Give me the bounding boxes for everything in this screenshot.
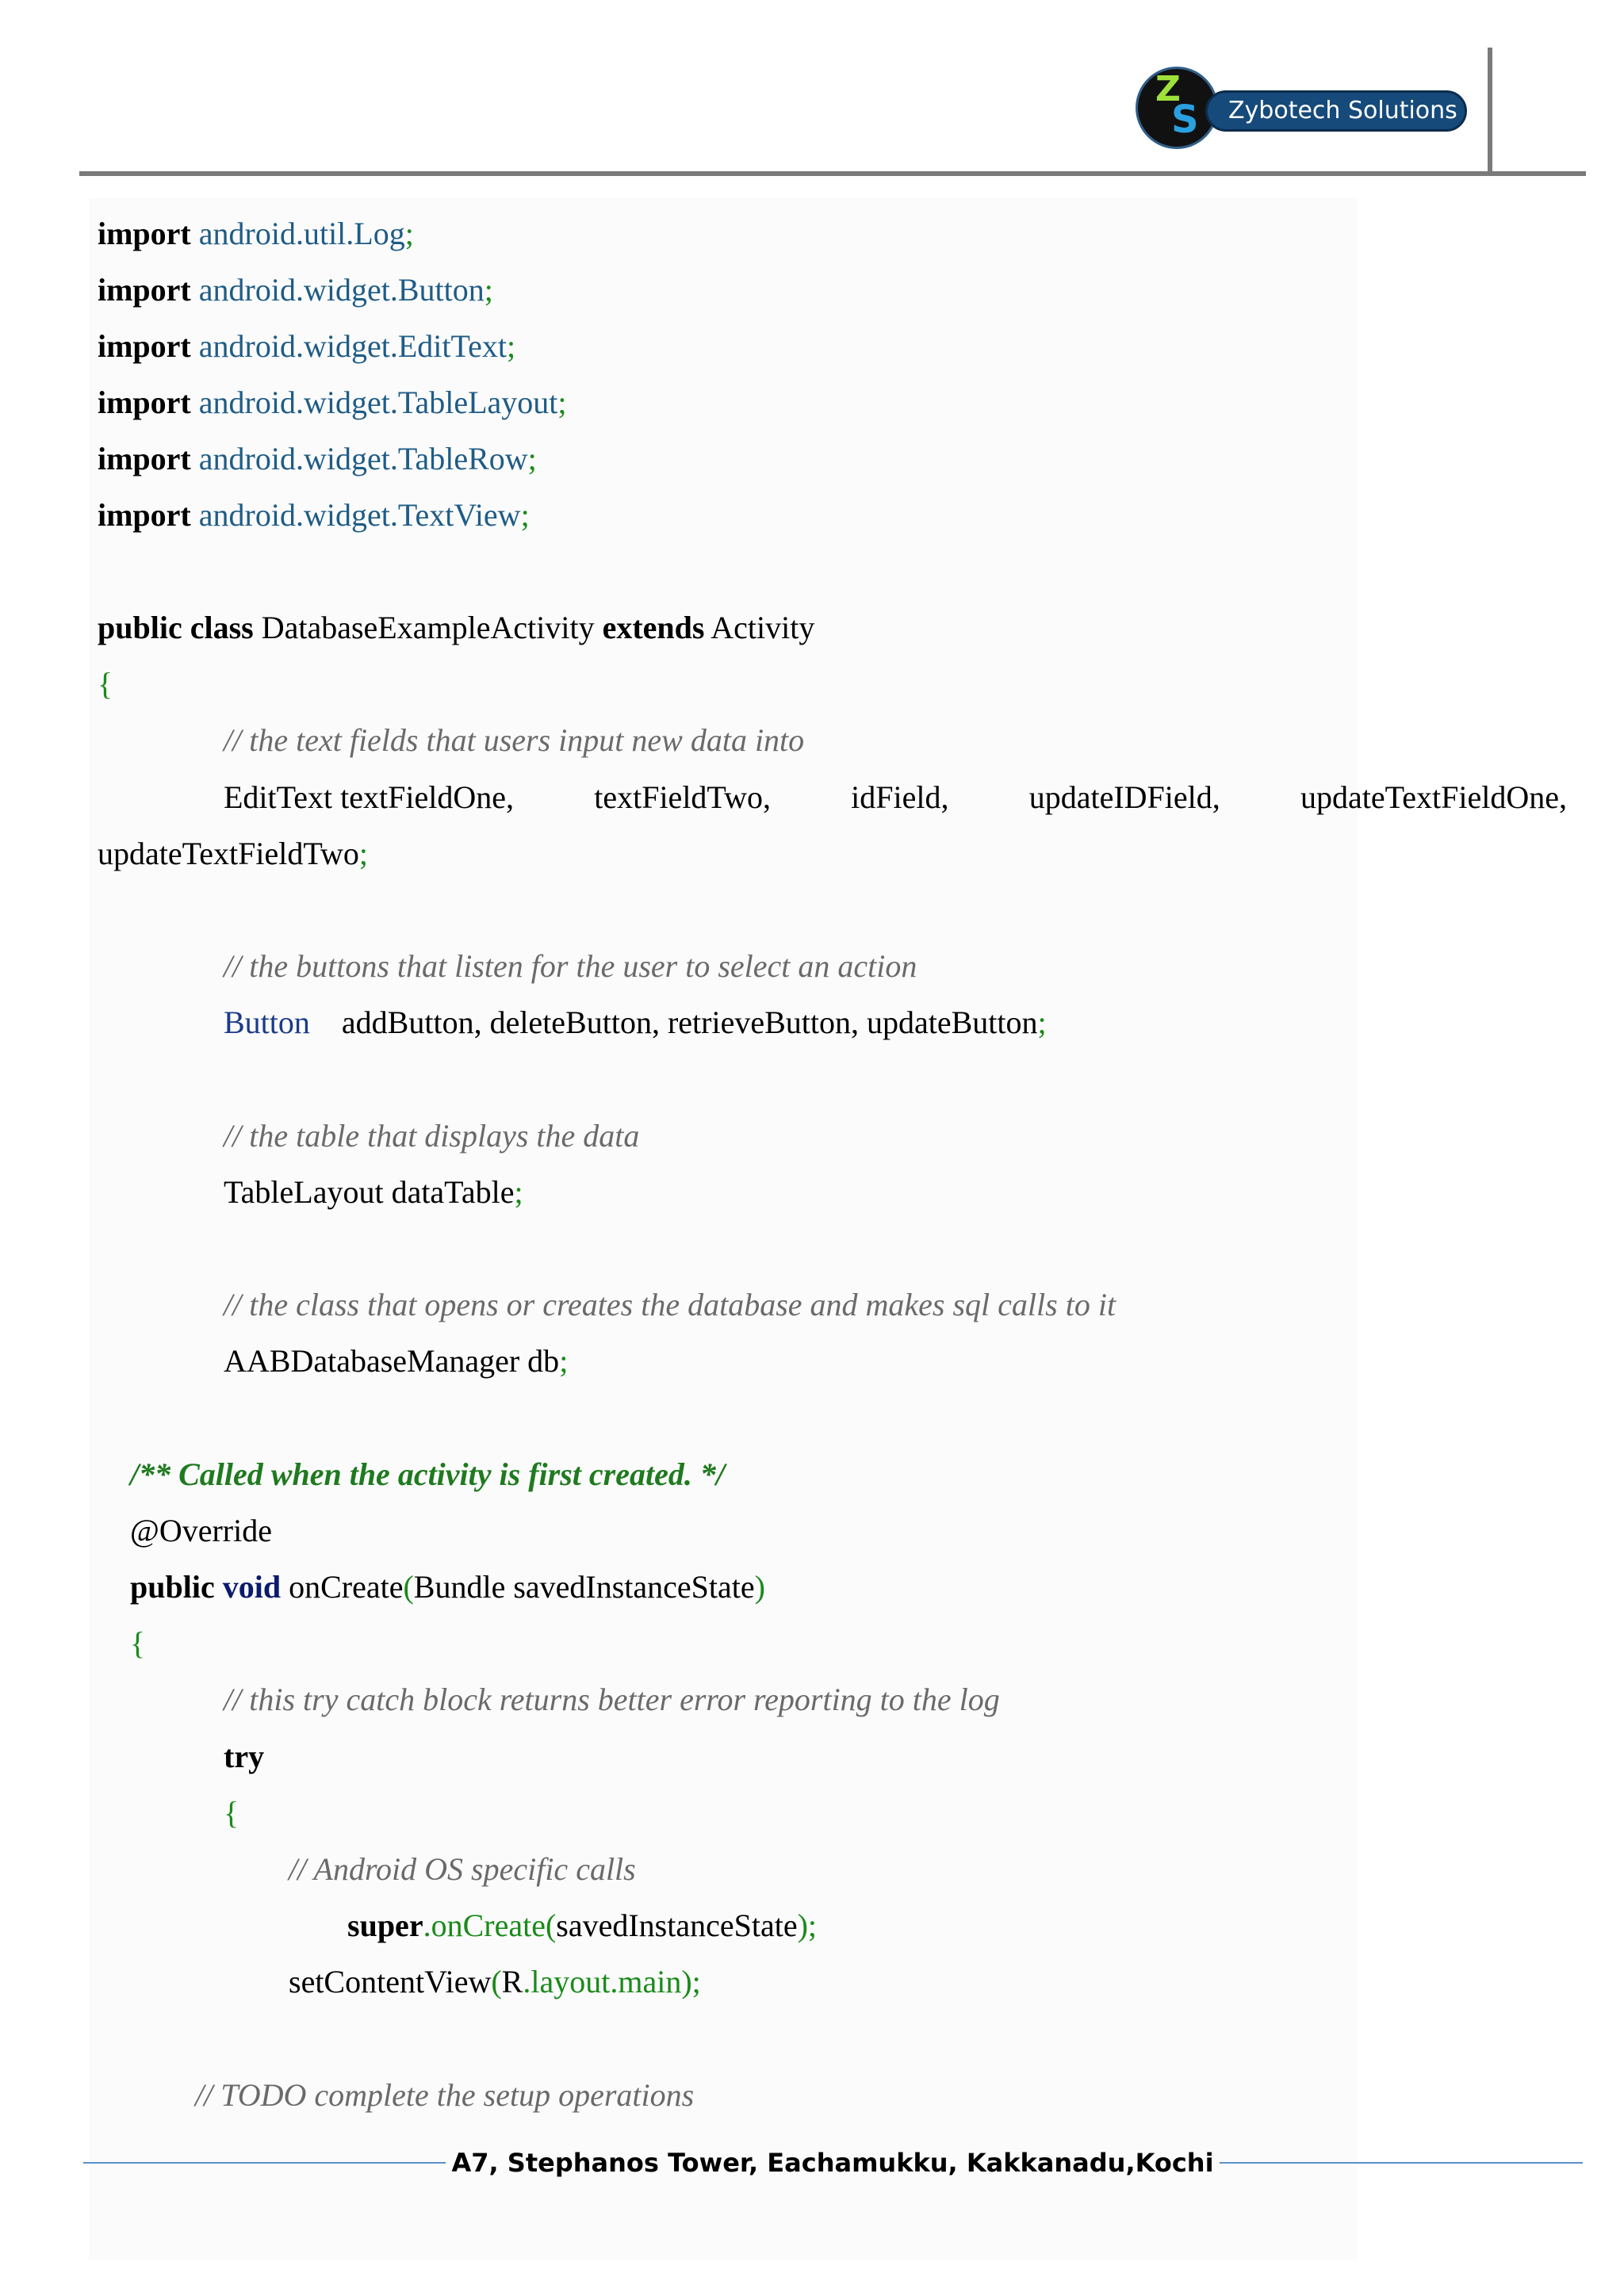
code-line-import-1	[98, 215, 414, 253]
comment-try: // this try catch block returns better error reporting to the log	[224, 1682, 1000, 1717]
code-line-method-brace: {	[130, 1625, 146, 1661]
header-vertical-rule	[1488, 48, 1492, 173]
import-path: android.widget.TableLayout	[198, 385, 558, 420]
semicolon: ;	[1037, 1004, 1047, 1040]
header-rule	[79, 171, 1586, 176]
semicolon: ;	[484, 272, 493, 308]
code-line-table-declaration	[224, 1173, 523, 1211]
edittext-token-1: EditText textFieldOne,	[224, 779, 515, 815]
semicolon: ;	[520, 497, 530, 533]
method-name: onCreate	[289, 1569, 404, 1605]
comment-buttons: // the buttons that listen for the user to select an action	[224, 948, 917, 984]
table-decl: TableLayout dataTable	[224, 1174, 515, 1210]
edittext-last-var: updateTextFieldTwo	[98, 836, 359, 871]
code-line-import-5	[98, 440, 537, 478]
semicolon: ;	[527, 441, 537, 476]
code-line-button-declaration	[224, 1004, 1047, 1042]
edittext-token-2: textFieldTwo,	[594, 779, 771, 815]
import-path: android.widget.Button	[198, 272, 485, 308]
edittext-token-5: updateTextFieldOne,	[1300, 779, 1567, 815]
code-line-annotation: @Override	[130, 1513, 272, 1548]
setcontent-method: setContentView	[289, 1964, 492, 1999]
code-line-import-6	[98, 496, 530, 534]
code-line-db-declaration	[224, 1342, 568, 1380]
parent-class: Activity	[710, 610, 815, 645]
semicolon: ;	[557, 385, 567, 420]
r-class: R	[501, 1964, 523, 1999]
company-name-badge: Zybotech Solutions	[1205, 90, 1467, 132]
keyword: import	[98, 441, 191, 476]
code-line-edittext-continuation	[98, 835, 368, 873]
keyword-super: super	[347, 1908, 423, 1943]
import-path: android.widget.TableRow	[198, 441, 528, 476]
logo-mark-bottom: S	[1171, 98, 1199, 142]
semicolon: ;	[358, 836, 369, 871]
code-line-try-brace: {	[224, 1795, 239, 1831]
footer-rule-left	[83, 2162, 446, 2164]
super-method: .onCreate(	[423, 1908, 557, 1943]
comment-table: // the table that displays the data	[224, 1118, 640, 1154]
edittext-token-4: updateIDField,	[1028, 779, 1220, 815]
button-vars: addButton, deleteButton, retrieveButton, updateButton	[341, 1004, 1038, 1040]
footer-rule-right	[1220, 2162, 1583, 2164]
semicolon: ;	[514, 1174, 523, 1210]
code-line-import-4	[98, 384, 567, 422]
keyword: import	[98, 216, 191, 251]
paren: (	[403, 1569, 414, 1605]
db-decl: AABDatabaseManager db	[224, 1343, 560, 1379]
code-line-class-declaration	[98, 609, 814, 647]
super-end: );	[797, 1908, 818, 1943]
code-line-setcontentview	[289, 1963, 701, 2001]
code-line-edittext-declaration	[224, 779, 1567, 817]
code-line-try: try	[224, 1739, 265, 1774]
comment-textfields: // the text fields that users input new data into	[224, 722, 805, 758]
footer-address: A7, Stephanos Tower, Eachamukku, Kakkanadu,Kochi	[451, 2148, 1214, 2178]
method-params: Bundle savedInstanceState	[413, 1569, 755, 1605]
super-arg: savedInstanceState	[556, 1908, 798, 1943]
keyword: public class	[98, 610, 254, 645]
comment-db: // the class that opens or creates the database and makes sql calls to it	[224, 1287, 1116, 1322]
code-line-import-3	[98, 327, 515, 365]
semicolon: ;	[559, 1343, 569, 1379]
comment-android: // Android OS specific calls	[289, 1851, 636, 1887]
layout-ref: .layout.main);	[523, 1964, 701, 1999]
semicolon: ;	[507, 328, 516, 364]
paren: (	[491, 1964, 502, 1999]
keyword: import	[98, 385, 191, 420]
keyword: import	[98, 328, 191, 364]
import-path: android.widget.EditText	[198, 328, 507, 364]
button-type: Button	[224, 1004, 310, 1040]
javadoc-comment: /** Called when the activity is first created. */	[130, 1456, 725, 1492]
keyword: import	[98, 497, 191, 533]
paren: )	[754, 1569, 765, 1605]
code-line-super-call	[347, 1907, 817, 1945]
import-path: android.util.Log	[198, 216, 405, 251]
keyword-void: void	[222, 1569, 282, 1605]
keyword: import	[98, 272, 191, 308]
code-line-class-brace: {	[98, 666, 113, 702]
keyword: public	[130, 1569, 215, 1605]
comment-todo: // TODO complete the setup operations	[195, 2077, 695, 2113]
semicolon: ;	[404, 216, 414, 251]
import-path: android.widget.TextView	[198, 497, 521, 533]
code-line-method-signature	[130, 1568, 765, 1606]
logo-mark-top: Z	[1155, 69, 1181, 109]
edittext-token-3: idField,	[851, 779, 949, 815]
code-line-import-2	[98, 271, 493, 309]
class-name: DatabaseExampleActivity	[261, 610, 595, 645]
keyword: extends	[602, 610, 705, 645]
